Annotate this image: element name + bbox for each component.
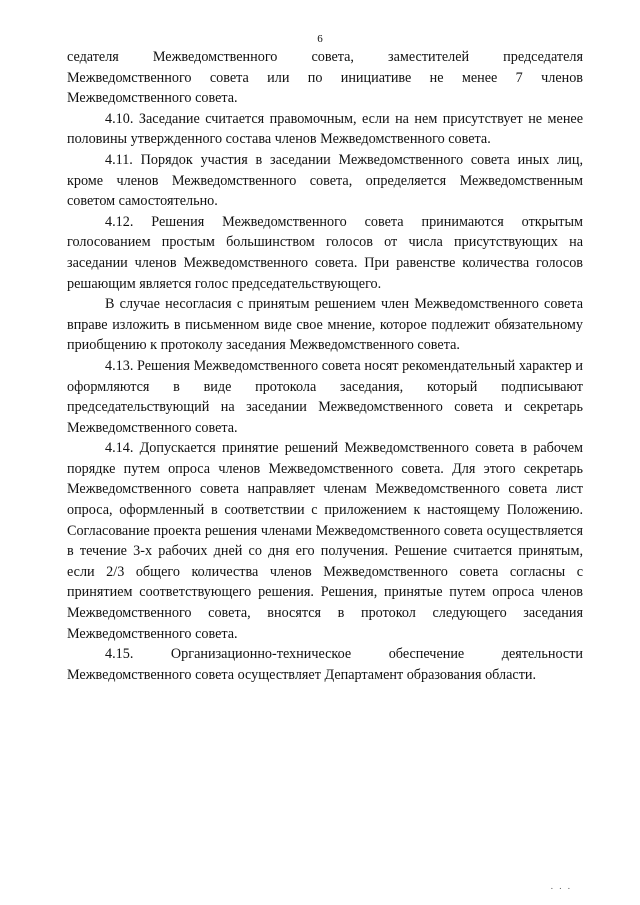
page-number: 6 — [317, 33, 323, 45]
paragraph-4-14: 4.14. Допускается принятие решений Межведомственного совета в рабочем порядке путем опроса членов Межведомственного совета. Для этого секретарь Межведомственного совета направляет членам Межведомственного совета лист опроса, оформленный в соответствии с приложением к настоящему Положению. Согласование проекта решения членами Межведомственного совета осуществляется в течение 3-х рабочих дней со дня его получения. Решение считается принятым, если 2/3 общего количества членов Межведомственного совета согласны с принятием соответствующего решения. Решения, принятые путем опроса членов Межведомственного совета, вносятся в протокол следующего заседания Межведомственного совета. — [67, 440, 583, 642]
paragraph-4-13: 4.13. Решения Межведомственного совета носят рекомендательный характер и оформляются в виде протокола заседания, который подписывают председательствующий на заседании Межведомственного совета и секретарь Межведомственного совета. — [67, 357, 583, 436]
paragraph-4-12-dissent: В случае несогласия с принятым решением член Межведомственного совета вправе изложить в письменном виде свое мнение, которое подлежит обязательному приобщению к протоколу заседания Межведомственного совета. — [67, 296, 583, 354]
paragraph-4-12: 4.12. Решения Межведомственного совета принимаются открытым голосованием простым большинством голосов от числа присутствующих на заседании членов Межведомственного совета. При равенстве количества голосов решающим является голос председательствующего. — [67, 213, 583, 292]
paragraph-4-10: 4.10. Заседание считается правомочным, если на нем присутствует не менее половины утвержденного состава членов Межведомственного совета. — [67, 110, 583, 148]
paragraph-continuation: седателя Межведомственного совета, заместителей председателя Межведомственного совета или по инициативе не менее 7 членов Межведомственного совета. — [67, 49, 583, 107]
paragraph-4-11: 4.11. Порядок участия в заседании Межведомственного совета иных лиц, кроме членов Межведомственного совета, определяется Межведомственным советом самостоятельно. — [67, 151, 583, 210]
paragraph-4-15: 4.15. Организационно-техническое обеспечение деятельности Межведомственного совета осуществляет Департамент образования области. — [67, 646, 583, 683]
document-body — [67, 47, 583, 685]
corner-mark: . . . — [550, 881, 572, 891]
